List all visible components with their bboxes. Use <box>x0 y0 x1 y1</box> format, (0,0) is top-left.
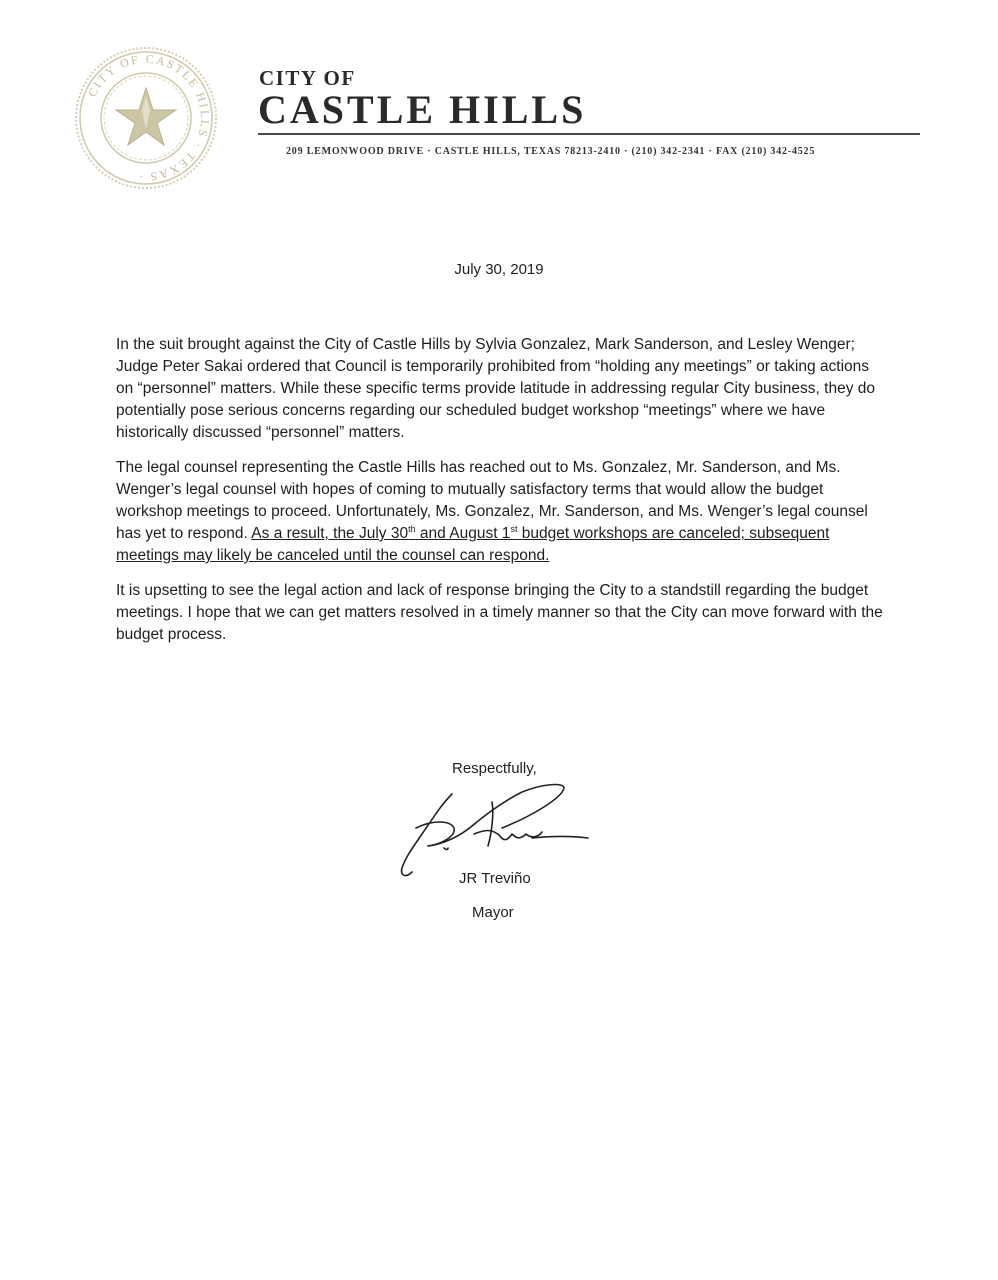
paragraph-2-text: The legal counsel representing the Castle Hills has reached out to Ms. Gonzalez, Mr. Sanderson, and Ms. Wenger’s legal counsel with hopes of coming to mutually satisfactory terms that would allow the budget workshop meetings to proceed. Unfortunately, Ms. Gonzalez, Mr. Sanderson, and Ms. Wenger’s legal counsel has yet to respond. <box>116 459 868 542</box>
underlined-part-b: and August 1 <box>415 525 511 542</box>
superscript-th: th <box>408 523 416 534</box>
letterhead-divider <box>258 133 920 135</box>
letterhead-city-of: CITY OF <box>259 66 356 90</box>
signer-name: JR Treviño <box>459 870 531 887</box>
underlined-part-c: budget workshops are canceled; subsequent meetings may likely be canceled until the counsel can respond. <box>116 525 830 564</box>
paragraph-2 <box>116 457 886 567</box>
closing-salutation: Respectfully, <box>452 760 537 777</box>
superscript-st: st <box>510 523 518 534</box>
letter-body <box>116 334 886 659</box>
paragraph-3: It is upsetting to see the legal action and lack of response bringing the City to a standstill regarding the budget meetings. I hope that we can get matters resolved in a timely manner so that the City can move forward with the budget process. <box>116 582 883 643</box>
underlined-part-a: As a result, the July 30 <box>251 525 409 542</box>
paragraph-1: In the suit brought against the City of Castle Hills by Sylvia Gonzalez, Mark Sanderson, and Lesley Wenger; Judge Peter Sakai ordered that Council is temporarily prohibited from “holding any meetings” or taking actions on “personnel” matters. While these specific terms provide latitude in addressing regular City business, they do potentially pose serious concerns regarding our scheduled budget workshop “meetings” where we have historically discussed “personnel” matters. <box>116 336 876 441</box>
svg-text:CITY OF CASTLE HILLS · TEXAS ·: CITY OF CASTLE HILLS · TEXAS · <box>84 51 213 185</box>
letter-date: July 30, 2019 <box>454 261 544 278</box>
signer-title: Mayor <box>472 904 514 921</box>
letterhead-address: 209 LEMONWOOD DRIVE · CASTLE HILLS, TEXAS 78213-2410 · (210) 342-2341 · FAX (210) 342-4525 <box>286 146 816 157</box>
city-seal-icon <box>72 44 220 192</box>
letterhead-city-name: CASTLE HILLS <box>258 87 587 132</box>
